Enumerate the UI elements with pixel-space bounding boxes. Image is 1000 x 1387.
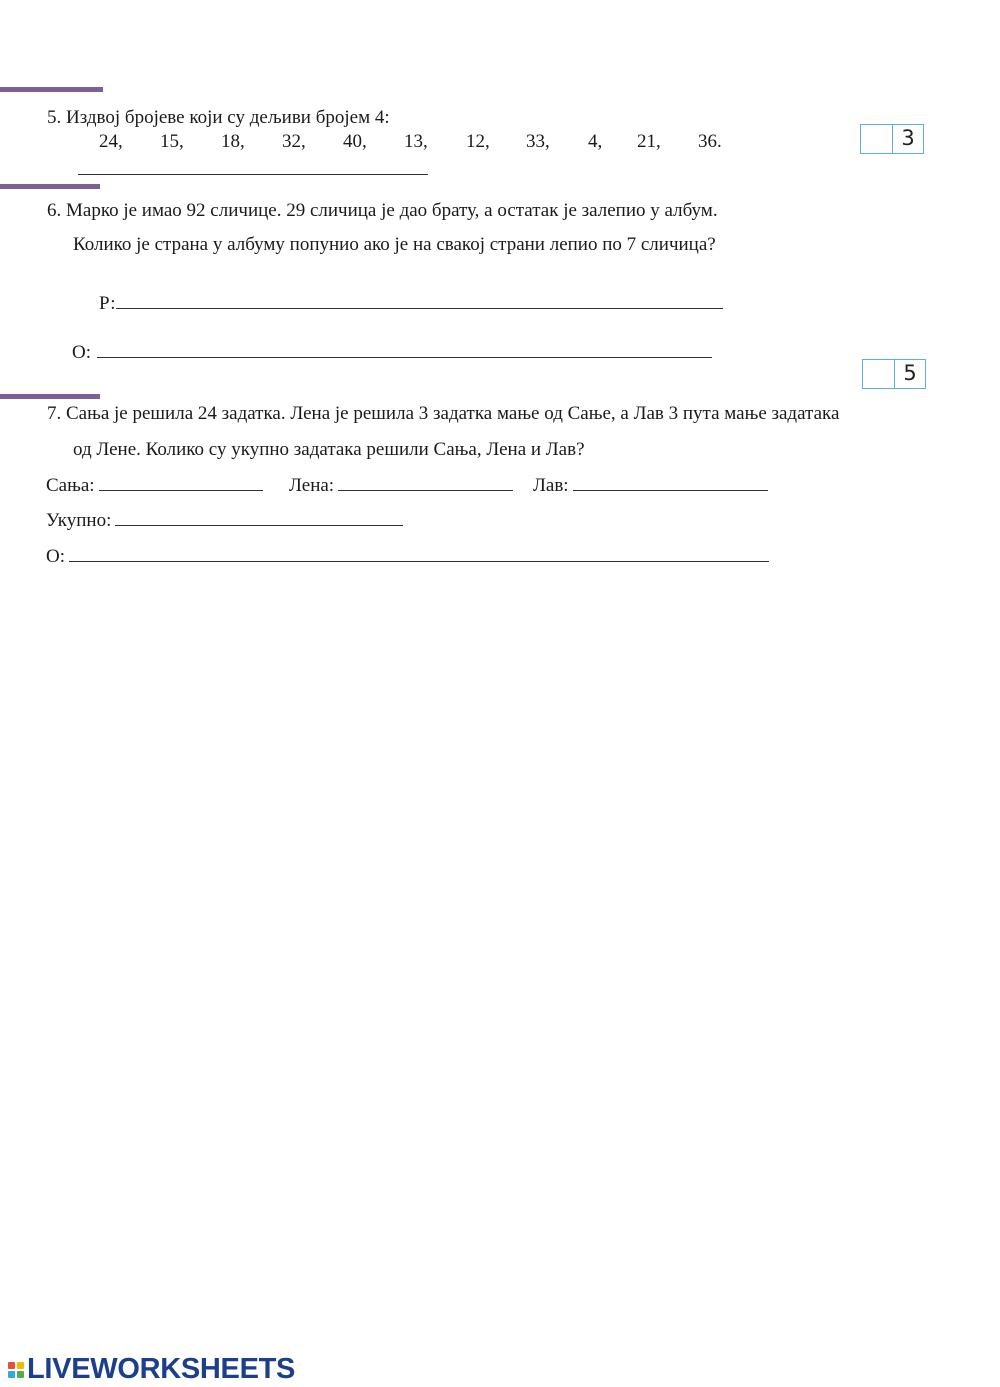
number-item[interactable]: 4, xyxy=(588,131,603,152)
number-item[interactable]: 13, xyxy=(404,131,428,152)
answer-line[interactable] xyxy=(97,356,712,358)
section-divider xyxy=(0,87,103,92)
solution-line[interactable] xyxy=(116,307,723,309)
section-divider xyxy=(0,394,100,399)
number-item[interactable]: 40, xyxy=(343,131,367,152)
task6-text-line1: 6. Марко је имао 92 сличице. 29 сличица је дао брату, а остатак је залепио у албум. xyxy=(47,200,718,221)
logo-icon xyxy=(8,1362,24,1378)
task7-lav-field xyxy=(533,476,768,495)
sanja-line[interactable] xyxy=(99,489,263,491)
lav-label: Лав: xyxy=(533,475,569,496)
total-line[interactable] xyxy=(115,524,403,526)
number-item[interactable]: 24, xyxy=(99,131,123,152)
answer-line[interactable] xyxy=(69,560,769,562)
answer-label: О: xyxy=(46,546,65,567)
task6-answer-field xyxy=(72,343,712,362)
number-item[interactable]: 21, xyxy=(637,131,661,152)
task7-answer-field xyxy=(46,547,769,566)
number-item[interactable]: 12, xyxy=(466,131,490,152)
task5-score-box xyxy=(860,124,924,154)
score-points: 5 xyxy=(903,361,917,385)
number-item[interactable]: 36. xyxy=(698,131,722,152)
logo-square xyxy=(17,1371,24,1378)
task5-prompt: 5. Издвој бројеве који су дељиви бројем 4: xyxy=(47,107,390,128)
number-item[interactable]: 33, xyxy=(526,131,550,152)
task6-score-box xyxy=(862,359,926,389)
logo-square xyxy=(8,1362,15,1369)
answer-label: О: xyxy=(72,342,91,363)
number-item[interactable]: 15, xyxy=(160,131,184,152)
total-label: Укупно: xyxy=(46,510,112,531)
score-input[interactable] xyxy=(861,125,893,153)
logo-wordmark: LIVEWORKSHEETS xyxy=(27,1353,296,1385)
lena-line[interactable] xyxy=(338,489,513,491)
task7-total-field xyxy=(46,511,403,530)
task7-text-line2: од Лене. Колико су укупно задатака решили Сања, Лена и Лав? xyxy=(73,439,585,460)
number-item[interactable]: 18, xyxy=(221,131,245,152)
task6-solution-field xyxy=(99,294,723,313)
score-points: 3 xyxy=(901,126,915,150)
sanja-label: Сања: xyxy=(46,475,95,496)
score-input[interactable] xyxy=(863,360,895,388)
liveworksheets-logo xyxy=(8,1353,295,1386)
lena-label: Лена: xyxy=(289,475,335,496)
task6-text-line2: Колико је страна у албуму попунио ако је на свакој страни лепио по 7 сличица? xyxy=(73,234,716,255)
logo-square xyxy=(8,1371,15,1378)
solution-label: Р: xyxy=(99,293,116,314)
task5-answer-line[interactable] xyxy=(78,174,428,175)
task7-lena-field xyxy=(289,476,513,495)
lav-line[interactable] xyxy=(573,489,768,491)
logo-square xyxy=(17,1362,24,1369)
task7-sanja-field xyxy=(46,476,263,495)
task7-text-line1: 7. Сања је решила 24 задатка. Лена је решила 3 задатка мање од Сање, а Лав 3 пута мање задатака xyxy=(47,403,840,424)
section-divider xyxy=(0,184,100,189)
number-item[interactable]: 32, xyxy=(282,131,306,152)
